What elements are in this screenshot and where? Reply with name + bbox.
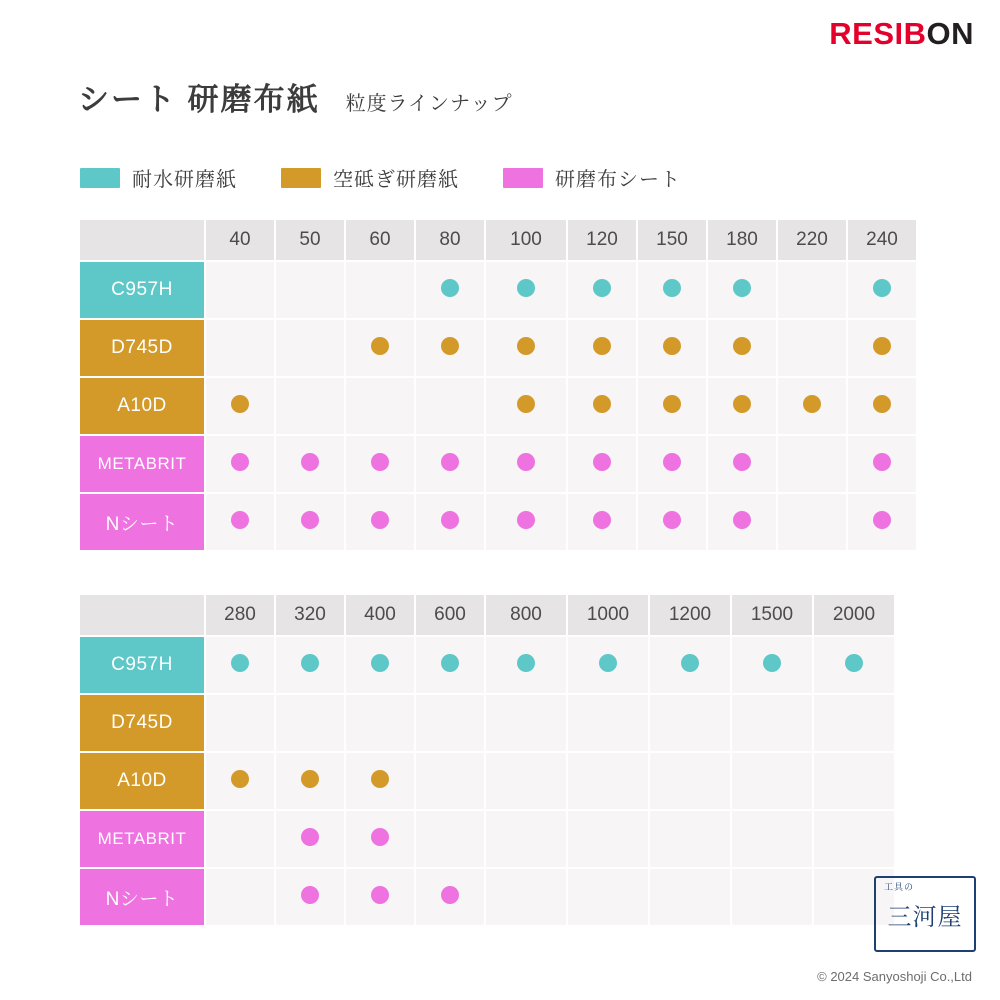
grit-table-fine (78, 593, 896, 927)
cell-A10D-1200 (650, 753, 730, 809)
cell-C957H-180 (708, 262, 776, 318)
cell-Nシート-120 (568, 494, 636, 550)
availability-dot (301, 828, 319, 846)
column-header-320: 320 (276, 595, 344, 635)
availability-dot (803, 395, 821, 413)
row-label-A10D: A10D (80, 378, 204, 434)
availability-dot (873, 395, 891, 413)
cell-METABRIT-2000 (814, 811, 894, 867)
row-label-A10D: A10D (80, 753, 204, 809)
legend-item-dry (281, 163, 459, 192)
legend-swatch-cyan (80, 168, 120, 188)
cell-Nシート-280 (206, 869, 274, 925)
availability-dot (663, 453, 681, 471)
availability-dot (517, 337, 535, 355)
column-header-220: 220 (778, 220, 846, 260)
cell-D745D-80 (416, 320, 484, 376)
cell-D745D-240 (848, 320, 916, 376)
availability-dot (301, 453, 319, 471)
availability-dot (231, 395, 249, 413)
stamp-small-text: 工具の (884, 883, 915, 893)
row-label-Nシート: Nシート (80, 869, 204, 925)
cell-Nシート-400 (346, 869, 414, 925)
table-row (80, 378, 916, 434)
availability-dot (371, 337, 389, 355)
cell-METABRIT-40 (206, 436, 274, 492)
cell-C957H-40 (206, 262, 274, 318)
table-row (80, 695, 894, 751)
cell-METABRIT-100 (486, 436, 566, 492)
availability-dot (733, 511, 751, 529)
cell-Nシート-80 (416, 494, 484, 550)
legend-item-cloth (503, 163, 681, 192)
cell-C957H-1200 (650, 637, 730, 693)
table-row (80, 869, 894, 925)
column-header-280: 280 (206, 595, 274, 635)
cell-METABRIT-240 (848, 436, 916, 492)
availability-dot (301, 654, 319, 672)
availability-dot (873, 511, 891, 529)
column-header-1200: 1200 (650, 595, 730, 635)
cell-D745D-1200 (650, 695, 730, 751)
cell-D745D-50 (276, 320, 344, 376)
page-title-main: シート 研磨布紙 (78, 82, 320, 117)
cell-C957H-400 (346, 637, 414, 693)
cell-Nシート-60 (346, 494, 414, 550)
availability-dot (873, 279, 891, 297)
cell-C957H-60 (346, 262, 414, 318)
row-label-METABRIT: METABRIT (80, 811, 204, 867)
availability-dot (663, 337, 681, 355)
availability-dot (599, 654, 617, 672)
column-header-100: 100 (486, 220, 566, 260)
cell-Nシート-40 (206, 494, 274, 550)
table-row (80, 637, 894, 693)
row-label-C957H: C957H (80, 637, 204, 693)
availability-dot (593, 453, 611, 471)
cell-C957H-220 (778, 262, 846, 318)
row-label-C957H: C957H (80, 262, 204, 318)
availability-dot (441, 886, 459, 904)
cell-C957H-150 (638, 262, 706, 318)
cell-C957H-800 (486, 637, 566, 693)
availability-dot (301, 770, 319, 788)
cell-Nシート-50 (276, 494, 344, 550)
cell-METABRIT-80 (416, 436, 484, 492)
availability-dot (301, 886, 319, 904)
cell-A10D-280 (206, 753, 274, 809)
cell-C957H-50 (276, 262, 344, 318)
brand-name-part1: RESIB (829, 16, 927, 51)
shop-stamp (874, 876, 972, 948)
table-row (80, 436, 916, 492)
legend (80, 163, 725, 192)
cell-C957H-1500 (732, 637, 812, 693)
cell-Nシート-150 (638, 494, 706, 550)
cell-C957H-80 (416, 262, 484, 318)
cell-Nシート-1500 (732, 869, 812, 925)
cell-A10D-320 (276, 753, 344, 809)
availability-dot (845, 654, 863, 672)
legend-swatch-magenta (503, 168, 543, 188)
cell-A10D-180 (708, 378, 776, 434)
availability-dot (733, 453, 751, 471)
cell-A10D-240 (848, 378, 916, 434)
column-header-60: 60 (346, 220, 414, 260)
column-header-150: 150 (638, 220, 706, 260)
cell-METABRIT-150 (638, 436, 706, 492)
column-header-240: 240 (848, 220, 916, 260)
cell-C957H-320 (276, 637, 344, 693)
legend-swatch-ochre (281, 168, 321, 188)
availability-dot (231, 770, 249, 788)
availability-dot (371, 654, 389, 672)
availability-dot (441, 511, 459, 529)
cell-D745D-100 (486, 320, 566, 376)
cell-Nシート-240 (848, 494, 916, 550)
cell-A10D-60 (346, 378, 414, 434)
availability-dot (593, 279, 611, 297)
cell-D745D-280 (206, 695, 274, 751)
cell-D745D-400 (346, 695, 414, 751)
cell-METABRIT-280 (206, 811, 274, 867)
cell-METABRIT-800 (486, 811, 566, 867)
cell-C957H-240 (848, 262, 916, 318)
cell-Nシート-180 (708, 494, 776, 550)
page-title-sub: 粒度ラインナップ (345, 93, 513, 115)
availability-dot (441, 337, 459, 355)
table-row (80, 753, 894, 809)
cell-A10D-50 (276, 378, 344, 434)
cell-Nシート-1200 (650, 869, 730, 925)
column-header-120: 120 (568, 220, 636, 260)
cell-Nシート-600 (416, 869, 484, 925)
availability-dot (371, 770, 389, 788)
availability-dot (231, 453, 249, 471)
cell-METABRIT-50 (276, 436, 344, 492)
legend-item-waterproof (80, 163, 237, 192)
cell-D745D-800 (486, 695, 566, 751)
cell-METABRIT-1500 (732, 811, 812, 867)
availability-dot (441, 654, 459, 672)
brand-name-part2: ON (926, 16, 974, 51)
table-row (80, 320, 916, 376)
availability-dot (593, 337, 611, 355)
column-header-50: 50 (276, 220, 344, 260)
availability-dot (441, 279, 459, 297)
cell-METABRIT-400 (346, 811, 414, 867)
availability-dot (371, 886, 389, 904)
availability-dot (231, 511, 249, 529)
column-header-180: 180 (708, 220, 776, 260)
cell-D745D-60 (346, 320, 414, 376)
column-header-1500: 1500 (732, 595, 812, 635)
brand-logo (829, 18, 974, 49)
cell-D745D-40 (206, 320, 274, 376)
table-header-row (80, 595, 894, 635)
table-row (80, 262, 916, 318)
cell-A10D-400 (346, 753, 414, 809)
cell-A10D-1000 (568, 753, 648, 809)
availability-dot (441, 453, 459, 471)
table-row (80, 494, 916, 550)
cell-A10D-40 (206, 378, 274, 434)
row-label-METABRIT: METABRIT (80, 436, 204, 492)
cell-Nシート-220 (778, 494, 846, 550)
cell-C957H-280 (206, 637, 274, 693)
availability-dot (733, 279, 751, 297)
cell-C957H-2000 (814, 637, 894, 693)
availability-dot (873, 337, 891, 355)
cell-METABRIT-1200 (650, 811, 730, 867)
cell-METABRIT-1000 (568, 811, 648, 867)
availability-dot (301, 511, 319, 529)
availability-dot (517, 453, 535, 471)
column-header-40: 40 (206, 220, 274, 260)
cell-METABRIT-220 (778, 436, 846, 492)
column-header-800: 800 (486, 595, 566, 635)
table-header-row (80, 220, 916, 260)
grit-table-coarse (78, 218, 918, 552)
cell-C957H-120 (568, 262, 636, 318)
cell-D745D-180 (708, 320, 776, 376)
column-header-400: 400 (346, 595, 414, 635)
cell-D745D-1500 (732, 695, 812, 751)
availability-dot (593, 395, 611, 413)
availability-dot (733, 395, 751, 413)
column-header-1000: 1000 (568, 595, 648, 635)
cell-A10D-220 (778, 378, 846, 434)
availability-dot (681, 654, 699, 672)
availability-dot (593, 511, 611, 529)
copyright-text: © 2024 Sanyoshoji Co.,Ltd (817, 969, 972, 984)
cell-D745D-2000 (814, 695, 894, 751)
availability-dot (371, 511, 389, 529)
cell-C957H-1000 (568, 637, 648, 693)
availability-dot (231, 654, 249, 672)
table-corner-cell (80, 595, 204, 635)
cell-METABRIT-320 (276, 811, 344, 867)
cell-Nシート-320 (276, 869, 344, 925)
cell-Nシート-100 (486, 494, 566, 550)
availability-dot (763, 654, 781, 672)
stamp-main-text: 三河屋 (887, 902, 963, 931)
cell-A10D-800 (486, 753, 566, 809)
row-label-D745D: D745D (80, 695, 204, 751)
column-header-80: 80 (416, 220, 484, 260)
cell-D745D-120 (568, 320, 636, 376)
column-header-2000: 2000 (814, 595, 894, 635)
cell-METABRIT-180 (708, 436, 776, 492)
availability-dot (371, 453, 389, 471)
row-label-D745D: D745D (80, 320, 204, 376)
cell-D745D-1000 (568, 695, 648, 751)
availability-dot (371, 828, 389, 846)
page-title (78, 74, 513, 119)
availability-dot (663, 511, 681, 529)
legend-label-dry: 空砥ぎ研磨紙 (333, 169, 459, 191)
table-row (80, 811, 894, 867)
cell-C957H-600 (416, 637, 484, 693)
legend-label-cloth: 研磨布シート (555, 169, 681, 191)
cell-D745D-150 (638, 320, 706, 376)
availability-dot (663, 395, 681, 413)
availability-dot (873, 453, 891, 471)
cell-D745D-320 (276, 695, 344, 751)
cell-METABRIT-600 (416, 811, 484, 867)
cell-A10D-600 (416, 753, 484, 809)
cell-METABRIT-120 (568, 436, 636, 492)
row-label-Nシート: Nシート (80, 494, 204, 550)
cell-D745D-600 (416, 695, 484, 751)
cell-A10D-100 (486, 378, 566, 434)
availability-dot (517, 654, 535, 672)
cell-METABRIT-60 (346, 436, 414, 492)
availability-dot (733, 337, 751, 355)
cell-A10D-80 (416, 378, 484, 434)
cell-Nシート-800 (486, 869, 566, 925)
cell-A10D-120 (568, 378, 636, 434)
cell-A10D-150 (638, 378, 706, 434)
column-header-600: 600 (416, 595, 484, 635)
availability-dot (517, 511, 535, 529)
cell-Nシート-1000 (568, 869, 648, 925)
legend-label-waterproof: 耐水研磨紙 (132, 169, 237, 191)
cell-A10D-1500 (732, 753, 812, 809)
cell-C957H-100 (486, 262, 566, 318)
cell-D745D-220 (778, 320, 846, 376)
availability-dot (663, 279, 681, 297)
table-corner-cell (80, 220, 204, 260)
cell-A10D-2000 (814, 753, 894, 809)
availability-dot (517, 279, 535, 297)
availability-dot (517, 395, 535, 413)
